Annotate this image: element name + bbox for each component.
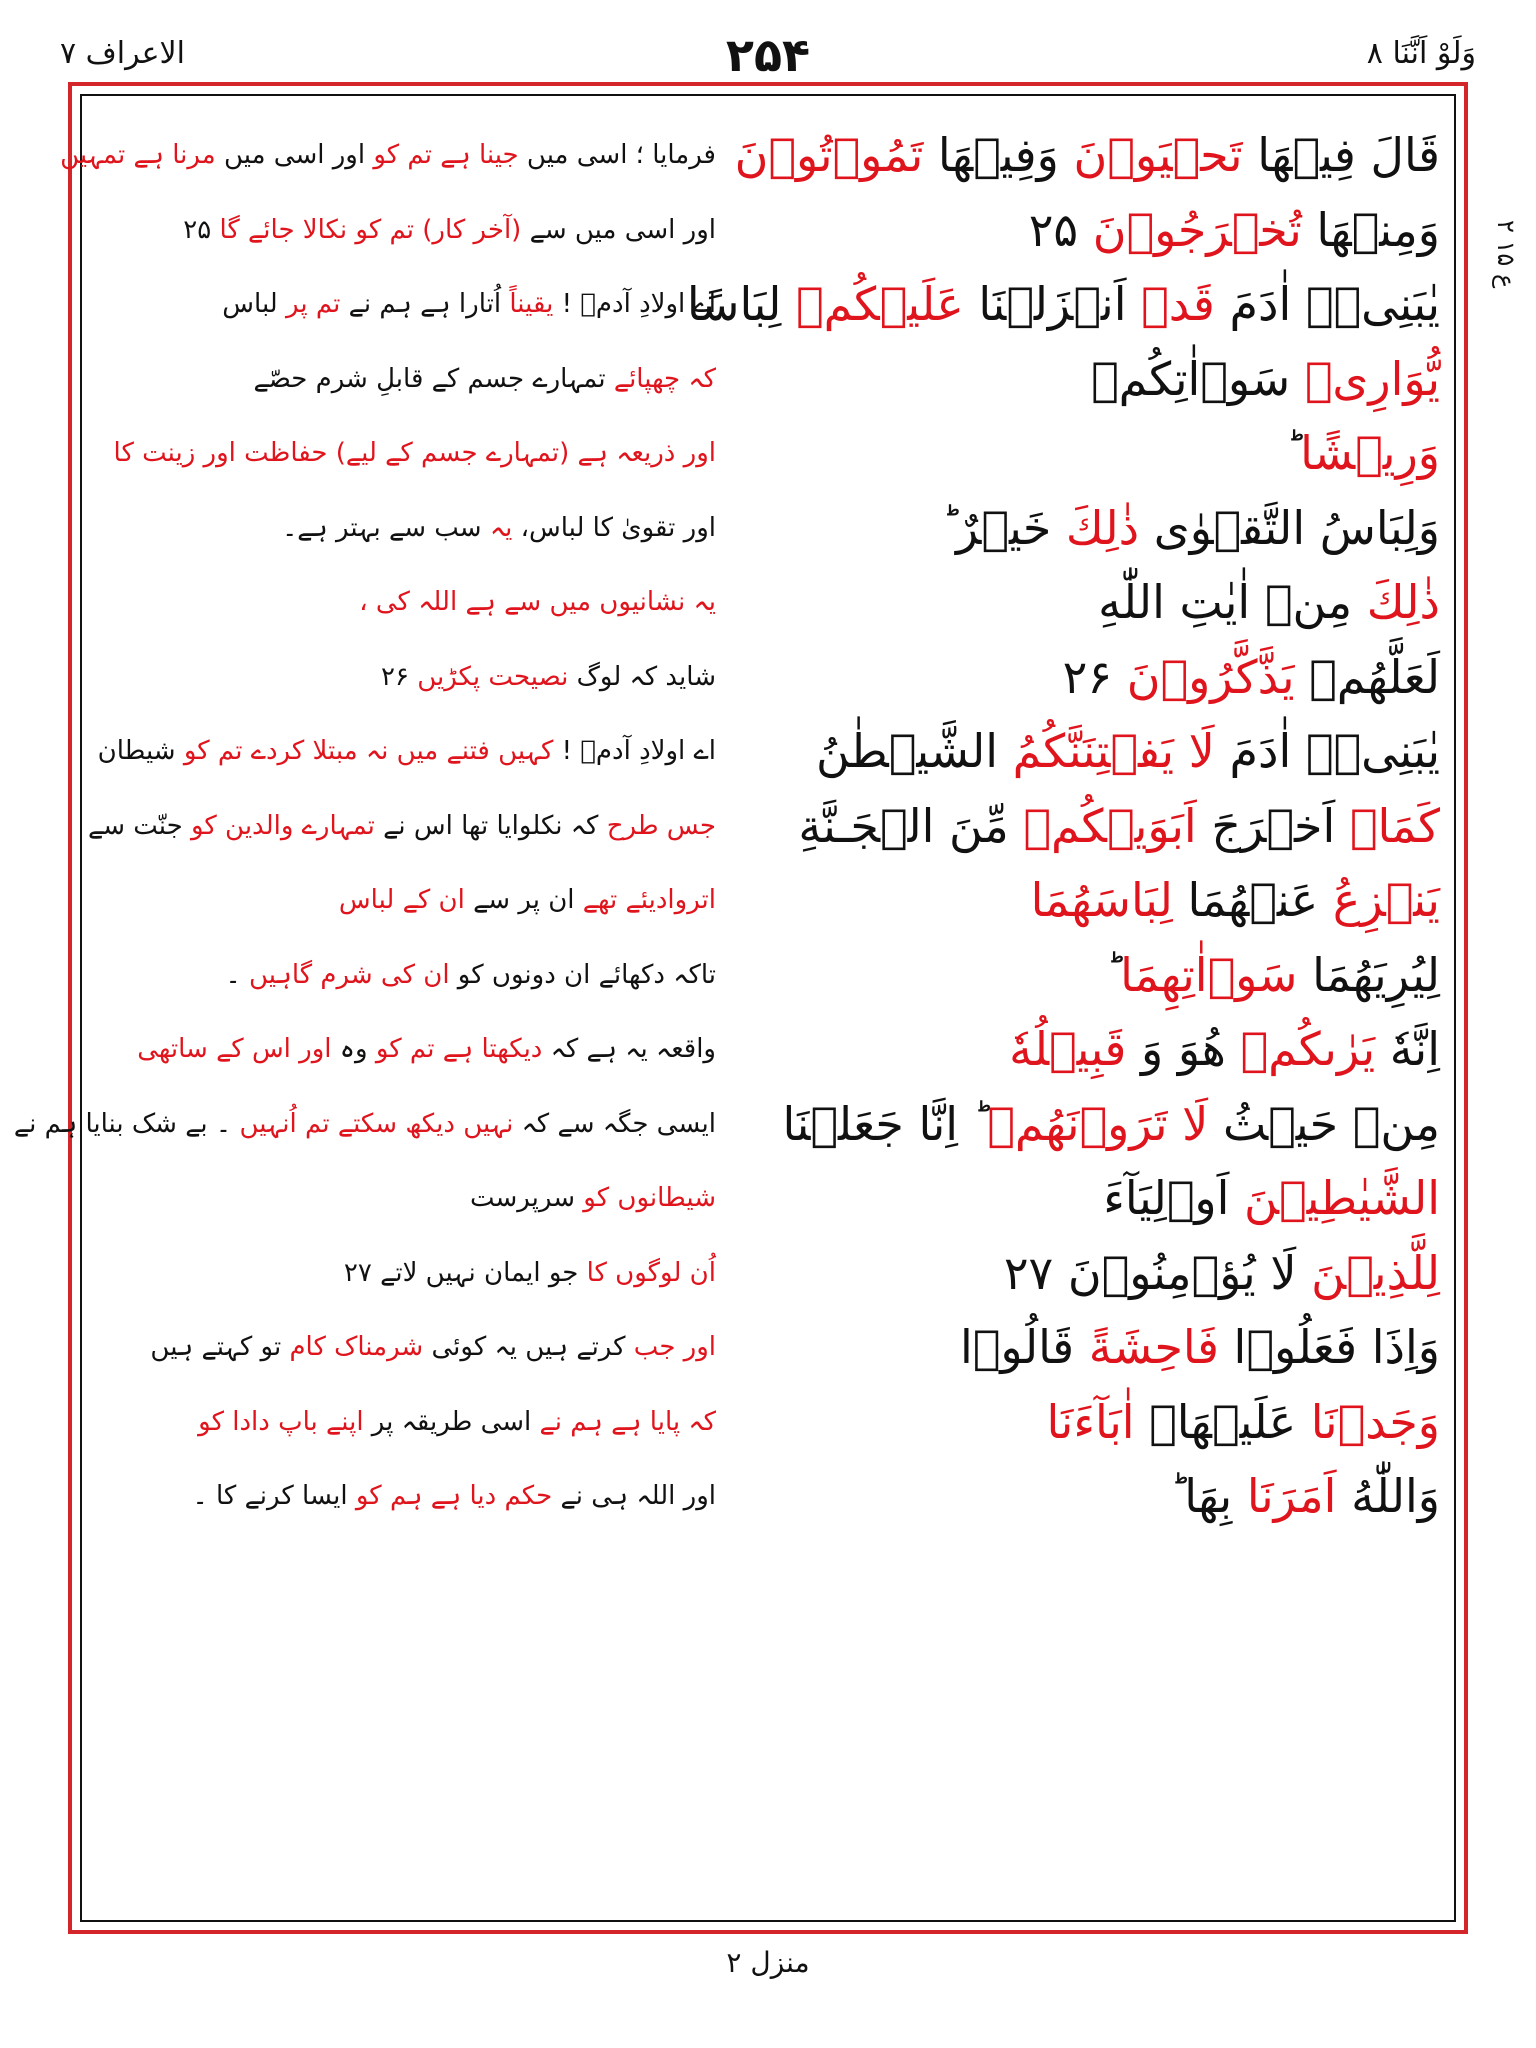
arabic-segment: ذٰلِكَ [1051, 500, 1140, 555]
urdu-segment: سب سے بہتر ہے۔ [282, 512, 490, 543]
ruku-marker: ع ۱۵ ۲ [1492, 220, 1520, 289]
arabic-text [720, 714, 1440, 788]
arabic-segment: ؕ اِنَّا جَعَلۡنَا [782, 1096, 988, 1151]
urdu-segment: ۔ [225, 959, 249, 990]
arabic-text [720, 1161, 1440, 1235]
arabic-text [720, 193, 1440, 267]
arabic-segment: وَجَدۡنَا [1296, 1394, 1440, 1449]
arabic-segment: ؕ [1105, 947, 1121, 1002]
arabic-segment: اَخۡرَجَ [1196, 798, 1336, 853]
arabic-text [720, 491, 1440, 565]
verse-line [96, 640, 1440, 715]
urdu-segment: تو کہتے ہیں [150, 1332, 290, 1362]
verse-line [96, 491, 1440, 566]
arabic-segment: يَنۡزِعُ [1318, 873, 1440, 927]
verse-line [96, 1459, 1440, 1534]
urdu-segment: اور اسی میں سے [521, 214, 716, 245]
arabic-segment: اَنۡزَلۡنَا [963, 277, 1127, 331]
urdu-translation [60, 118, 716, 192]
urdu-segment: اپنے باپ دادا کو [198, 1406, 364, 1437]
arabic-segment: عَنۡهُمَا [1172, 873, 1319, 927]
urdu-segment: اور اسی میں [215, 140, 374, 170]
verse-line [87, 789, 1440, 864]
urdu-translation [97, 714, 716, 788]
urdu-segment: واقعہ یہ ہے کہ [542, 1034, 716, 1064]
arabic-segment: لِيُرِيَهُمَا [1297, 947, 1440, 1002]
arabic-segment: لَا تَرَوۡنَهُمۡ [987, 1096, 1209, 1151]
arabic-text [720, 640, 1440, 714]
arabic-segment: لَا يَفۡتِنَنَّكُمُ [998, 724, 1215, 778]
verse-line [96, 193, 1440, 268]
page-number: ۲۵۴ [725, 28, 811, 82]
urdu-translation [136, 1236, 716, 1310]
arabic-segment: وَاللّٰهُ [1336, 1469, 1440, 1523]
arabic-segment: يٰبَنِىۡۤ اٰدَمَ [1214, 724, 1440, 778]
arabic-segment: قَبِيۡلُهٗ [1009, 1022, 1127, 1076]
arabic-segment: مِنۡ اٰيٰتِ اللّٰهِ [1098, 575, 1353, 629]
arabic-segment: يَرٰٮكُمۡ [1225, 1022, 1376, 1076]
manzil-label: منزل ۲ [726, 1946, 810, 1979]
urdu-segment: ان کی شرم گاہیں [248, 959, 450, 990]
urdu-segment: حکم دیا ہے ہم کو [355, 1481, 553, 1511]
urdu-segment: تاکہ دکھائے ان دونوں کو [449, 959, 716, 990]
urdu-segment: ان کے لباس [338, 885, 465, 915]
arabic-text [720, 938, 1440, 1012]
urdu-segment: اور اللہ ہی نے [552, 1481, 716, 1511]
urdu-segment: اور جب [633, 1332, 716, 1362]
verse-lines [13, 118, 1440, 1908]
arabic-segment: ۲۵ [1028, 202, 1093, 257]
urdu-segment: نہیں دیکھ سکتے تم اُنہیں [239, 1108, 514, 1139]
arabic-segment: فِيۡهَا [1242, 128, 1356, 182]
urdu-segment: لباس [222, 289, 286, 319]
urdu-segment: جو ایمان نہیں لاتے [371, 1257, 587, 1288]
arabic-segment: تَمُوۡتُوۡنَ [734, 128, 924, 182]
arabic-text [720, 342, 1440, 416]
arabic-segment: ؕ [1285, 426, 1301, 480]
verse-line [60, 118, 1440, 193]
arabic-segment: لِبَاسًا [686, 277, 782, 331]
verse-line [96, 1310, 1440, 1385]
arabic-segment: وَاِذَا فَعَلُوۡا [1218, 1320, 1440, 1374]
verse-line [96, 1385, 1440, 1460]
urdu-translation [136, 938, 716, 1012]
verse-line [96, 1236, 1440, 1311]
arabic-segment: وَفِيۡهَا [923, 128, 1059, 182]
arabic-segment: هُوَ وَ [1126, 1022, 1226, 1076]
arabic-text [720, 1012, 1440, 1086]
surah-name: الاعراف ۷ [60, 36, 185, 71]
urdu-segment: اور اس کے ساتھی [137, 1034, 332, 1064]
arabic-text [720, 1310, 1440, 1384]
urdu-segment: کرتے ہیں یہ کوئی [423, 1332, 634, 1362]
verse-line [13, 1087, 1440, 1162]
urdu-segment: تمہارے والدین کو [190, 810, 375, 841]
arabic-segment: ۲۷ [1003, 1245, 1068, 1300]
arabic-text [720, 789, 1440, 863]
arabic-segment: فَاحِشَةً [1074, 1320, 1219, 1374]
arabic-segment: يٰبَنِىۡۤ اٰدَمَ [1214, 277, 1440, 331]
urdu-translation [13, 1087, 716, 1161]
urdu-segment: ۲۵ [183, 214, 220, 245]
arabic-text [720, 1087, 1440, 1161]
arabic-segment: تُخۡرَجُوۡنَ [1092, 202, 1302, 257]
urdu-segment: کہ نکلوایا تھا اس نے [374, 810, 607, 841]
urdu-translation [136, 863, 716, 937]
arabic-segment: وَرِيۡشًا [1300, 426, 1440, 480]
urdu-segment: شیطان [97, 736, 184, 766]
arabic-segment: خَيۡرٌ [955, 500, 1052, 555]
urdu-segment: مرنا ہے تمہیں [60, 140, 216, 170]
urdu-segment: اور تقویٰ کا لباس، [512, 512, 716, 543]
urdu-segment: ۲۶ [380, 661, 418, 692]
arabic-segment: اَبَوَيۡكُمۡ [1008, 798, 1197, 853]
arabic-segment: ؕ [1169, 1469, 1185, 1523]
verse-line [96, 1012, 1440, 1087]
arabic-segment: يُّوَارِىۡ [1290, 351, 1440, 406]
urdu-segment: جس طرح [606, 810, 716, 841]
urdu-segment: شاید کہ لوگ [568, 661, 716, 692]
urdu-translation [136, 565, 716, 639]
arabic-segment: لَا يُؤۡمِنُوۡنَ [1067, 1245, 1297, 1300]
urdu-segment: سرپرست [469, 1183, 584, 1213]
urdu-segment: ایسی جگہ سے کہ [513, 1108, 716, 1139]
urdu-translation [87, 789, 716, 863]
urdu-segment: اے اولادِ آدمؑ ! [553, 289, 716, 319]
verse-line [96, 416, 1440, 491]
arabic-segment: اَمَرَنَا [1232, 1469, 1337, 1523]
arabic-segment: قَالُوۡا [960, 1320, 1075, 1374]
urdu-segment: جنّت سے [87, 810, 191, 841]
urdu-segment: تمہارے جسم کے قابلِ شرم حصّے [253, 363, 614, 394]
arabic-segment: لَعَلَّهُمۡ [1294, 649, 1440, 704]
arabic-segment: اٰبَآءَنَا [1046, 1394, 1135, 1449]
urdu-segment: شیطانوں کو [583, 1183, 716, 1213]
urdu-segment: (آخر کار) تم کو نکالا جائے گا [219, 214, 522, 245]
arabic-text [686, 267, 1440, 341]
arabic-segment: اَوۡلِيَآءَ [1103, 1171, 1230, 1225]
urdu-segment: کہیں فتنے میں نہ مبتلا کردے تم کو [183, 736, 554, 766]
arabic-segment: سَوۡاٰتِكُمۡ [1091, 351, 1291, 406]
verse-line [96, 342, 1440, 417]
arabic-segment: بِهَا [1184, 1469, 1233, 1523]
urdu-segment: اے اولادِ آدمؑ ! [553, 736, 716, 766]
arabic-segment: الشَّيٰطِيۡنَ [1229, 1171, 1440, 1225]
urdu-segment: اللہ کی ، [359, 587, 458, 617]
arabic-segment: لِلَّذِيۡنَ [1296, 1245, 1440, 1300]
arabic-text [720, 1385, 1440, 1459]
urdu-segment: تم پر [285, 289, 341, 319]
arabic-segment: مِنۡ حَيۡثُ [1208, 1096, 1440, 1151]
urdu-segment: ان پر سے [464, 885, 583, 915]
urdu-segment: وہ [331, 1034, 376, 1064]
urdu-segment: نصیحت پکڑیں [417, 661, 569, 692]
verse-line [96, 565, 1440, 640]
arabic-text [720, 416, 1440, 490]
page-header [60, 28, 1476, 88]
urdu-translation [136, 267, 716, 341]
urdu-translation [136, 342, 716, 416]
arabic-text [720, 1236, 1440, 1310]
verse-line [96, 938, 1440, 1013]
arabic-segment: وَمِنۡهَا [1301, 202, 1440, 257]
urdu-segment: شرمناک کام [289, 1332, 424, 1362]
urdu-translation [136, 491, 716, 565]
urdu-segment: فرمایا ؛ اسی میں [518, 140, 716, 170]
verse-line [96, 1161, 1440, 1236]
urdu-segment: اتروادیئے تھے [582, 885, 716, 915]
arabic-segment: عَلَيۡهَاۤ [1134, 1394, 1297, 1449]
urdu-segment: یہ نشانیوں میں سے ہے [457, 587, 716, 617]
arabic-segment: ذٰلِكَ [1352, 575, 1440, 629]
arabic-segment: لِبَاسَهُمَا [1030, 873, 1173, 927]
urdu-segment: اور ذریعہ ہے (تمہارے جسم کے لیے) حفاظت اور زینت کا [113, 438, 716, 468]
urdu-segment: اُن لوگوں کا [586, 1257, 716, 1288]
urdu-segment: اسی طریقہ پر [363, 1406, 540, 1437]
arabic-text [720, 863, 1440, 937]
arabic-segment: عَلَيۡكُمۡ [781, 277, 964, 331]
arabic-text [720, 1459, 1440, 1533]
urdu-translation [136, 1385, 716, 1459]
urdu-translation [136, 640, 716, 714]
arabic-text [720, 565, 1440, 639]
urdu-translation [136, 1459, 716, 1533]
arabic-segment: مِّنَ الۡجَـنَّةِ [798, 798, 1009, 853]
arabic-segment: ؕ [941, 500, 956, 555]
arabic-segment: تَحۡيَوۡنَ [1058, 128, 1243, 182]
urdu-segment: جینا ہے تم کو [373, 140, 519, 170]
urdu-translation [136, 1161, 716, 1235]
urdu-segment: ایسا کرنے کا ۔ [192, 1481, 356, 1511]
arabic-segment: قَدۡ [1126, 277, 1215, 331]
arabic-segment: اِنَّهٗ [1375, 1022, 1440, 1076]
urdu-segment: دیکھتا ہے تم کو [375, 1034, 543, 1064]
urdu-translation [136, 1310, 716, 1384]
arabic-segment: الشَّيۡطٰنُ [815, 724, 999, 778]
arabic-segment: كَمَاۤ [1335, 798, 1440, 853]
urdu-segment: ۔ بے شک بنایا ہم نے [13, 1108, 240, 1139]
juz-name: وَلَوْ اَنَّنَا ۸ [1366, 36, 1476, 71]
urdu-segment: کہ چھپائے [613, 363, 716, 394]
urdu-segment: یہ [489, 512, 513, 543]
arabic-segment: يَذَّكَّرُوۡنَ [1126, 649, 1295, 704]
urdu-translation [136, 1012, 716, 1086]
urdu-segment: یقیناً [509, 289, 554, 319]
arabic-segment: قَالَ [1355, 128, 1440, 182]
arabic-segment: ۲۶ [1062, 649, 1127, 704]
verse-line [96, 863, 1440, 938]
arabic-text [720, 118, 1440, 192]
urdu-translation [136, 193, 716, 267]
arabic-segment: سَوۡاٰتِهِمَا [1120, 947, 1298, 1002]
urdu-segment: کہ پایا ہے ہم نے [539, 1406, 716, 1437]
verse-line [96, 714, 1440, 789]
verse-line [96, 267, 1440, 342]
arabic-segment: وَلِبَاسُ التَّقۡوٰى [1139, 500, 1440, 555]
urdu-segment: اُتارا ہے ہم نے [340, 289, 510, 319]
urdu-translation [113, 416, 716, 490]
urdu-segment: ۲۷ [343, 1257, 372, 1288]
